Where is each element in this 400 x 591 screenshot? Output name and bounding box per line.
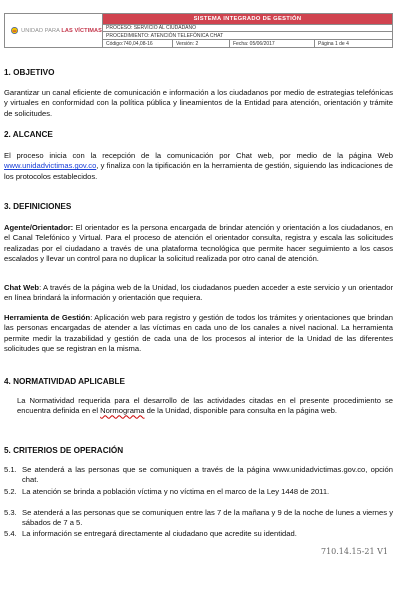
definition-term: Herramienta de Gestión [4, 313, 91, 322]
process-name: PROCESO: SERVICIO AL CIUDADANO [103, 24, 392, 32]
section-heading-normatividad: 4. NORMATIVIDAD APLICABLE [4, 377, 125, 386]
definition-item: Chat Web: A través de la página web de la Unidad, los ciudadanos pueden acceder a este servicio y un orientador en línea brindará la información y orientación que requiera. [4, 283, 393, 303]
objetivo-text: Garantizar un canal eficiente de comunicación e información a los ciudadanos por medio de estrategias telefónicas y virtuales en conformidad con la política pública y lineamientos de la Entidad para atención, orientación y trámite de solicitudes. [4, 88, 393, 118]
section-heading-definiciones: 3. DEFINICIONES [4, 202, 72, 211]
list-item: 5.2. La atención se brinda a población víctima y no víctima en el marco de la Ley 1448 de 2011. [4, 487, 330, 496]
definition-item: Agente/Orientador: El orientador es la persona encargada de brindar atención y orientación a los ciudadanos, en el Canal Telefónico y Virtual. Para el proceso de atención el orientador consulta, registra y escala las solicitudes realizadas por el ciudadano a través de una plataforma tecnológica que permite hacer seguimiento a los casos escalados y llevar un control para no duplicar la solicitud realizada por otro canal de atención. [4, 223, 393, 263]
list-item: 5.3. Se atenderá a las personas que se comuniquen entre las 7 de la mañana y 9 de la noche de lunes a viernes y sábados de 7 a 5. [4, 508, 393, 527]
list-item: 5.1. Se atenderá a las personas que se comuniquen a través de la página www.unidadvictimas.gov.co, opción chat. [4, 465, 393, 484]
doc-code: Código:740,04,08-16 [103, 40, 173, 47]
procedure-name: PROCEDIMIENTO: ATENCIÓN TELEFÓNICA CHAT [103, 31, 392, 39]
spellcheck-word: Normograma [100, 406, 145, 416]
website-link[interactable]: www.unidadvictimas.gov.co [4, 161, 97, 171]
page-number: Página 1 de 4 [318, 40, 349, 47]
colombia-seal-icon [11, 26, 18, 35]
alcance-text: El proceso inicia con la recepción de la comunicación por Chat web, por medio de la página Web www.unidadvictimas.gov.co, y finaliza con la tipificación en la herramienta de gestión, siguiendo las indicaciones de los protocolos establecidos. [4, 151, 393, 181]
definition-term: Agente/Orientador: [4, 223, 74, 232]
section-heading-criterios: 5. CRITERIOS DE OPERACIÓN [4, 446, 124, 455]
system-title: SISTEMA INTEGRADO DE GESTIÓN [103, 14, 392, 24]
logo-cell [5, 14, 103, 47]
section-heading-objetivo: 1. OBJETIVO [4, 68, 55, 77]
document-meta [103, 39, 392, 47]
entity-logo: UNIDAD PARA LAS VÍCTIMAS [21, 27, 102, 34]
document-code-footer: 710.14.15-21 V1 [320, 547, 388, 556]
doc-date: Fecha: 05/06/2017 [230, 40, 315, 47]
document-header [4, 13, 393, 48]
section-heading-alcance: 2. ALCANCE [4, 130, 53, 139]
definition-item: Herramienta de Gestión: Aplicación web para registro y gestión de todos los trámites y orientaciones que brindan las personas encargadas de atender a las víctimas en cada uno de los canales a nivel nacional. La herramienta permite medir la trazabilidad y gestión de cada una de los procesos al interior de la Unidad de las diferentes solicitudes que se registran en la misma. [4, 313, 394, 353]
header-info [103, 14, 392, 47]
normatividad-text: La Normatividad requerida para el desarrollo de las actividades citadas en el presente procedimiento se encuentra definida en el Normograma de la Unidad, disponible para consulta en la página web. [17, 396, 393, 416]
definition-term: Chat Web [4, 283, 40, 292]
doc-version: Versión: 2 [173, 40, 230, 47]
list-item: 5.4. La información se entregará directamente al ciudadano que acredite su identidad. [4, 529, 297, 538]
